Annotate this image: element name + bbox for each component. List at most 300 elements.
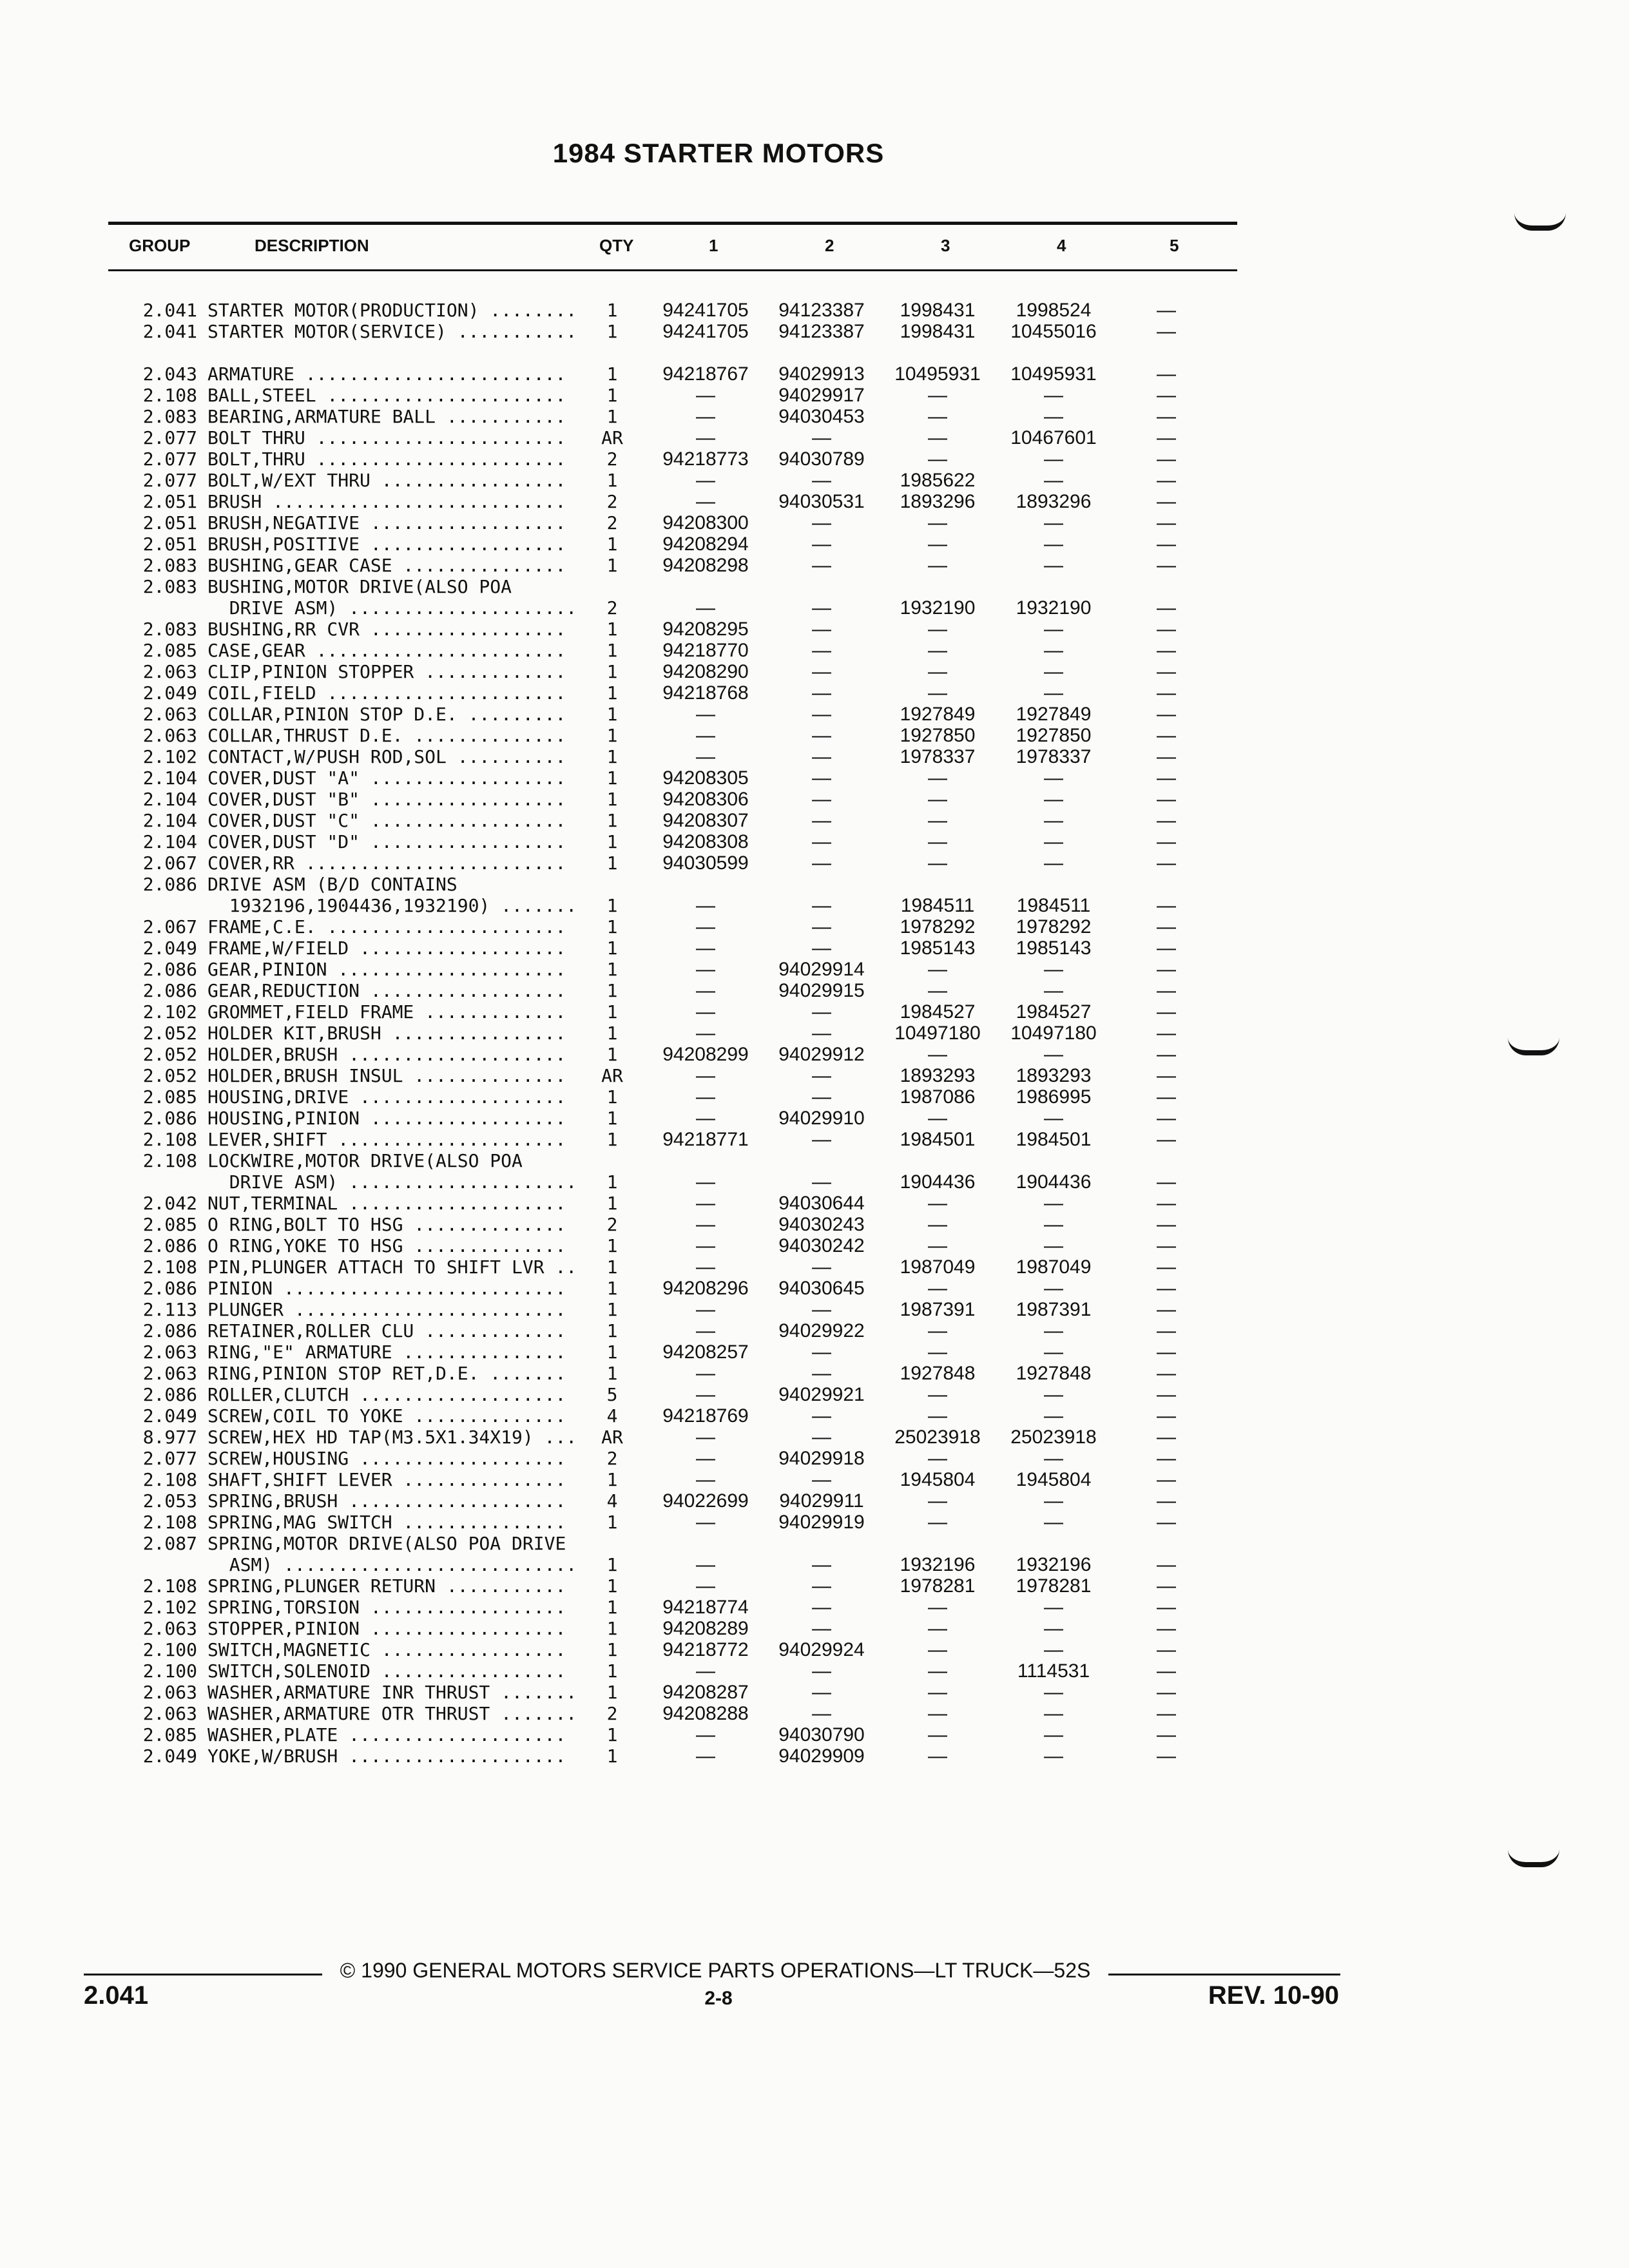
col-5-cell: — [1157,1554,1176,1575]
table-row [0,1235,1629,1256]
col-1-cell: — [696,491,715,512]
table-row [0,512,1629,533]
col-5-cell: — [1157,661,1176,682]
group-cell: 2.063 [142,704,197,725]
col-4-cell: — [1044,831,1063,852]
col-4-cell: 1984527 [1016,1001,1092,1023]
col-4-cell: 10495931 [1010,363,1097,385]
description-cell: ASM) ........................... [207,1554,577,1575]
section-number: 2.041 [84,1981,149,2010]
group-cell: 2.049 [142,1745,197,1767]
group-cell: 2.085 [142,1214,197,1235]
col-4-cell: — [1044,406,1063,427]
description-cell: YOKE,W/BRUSH .................... [207,1745,566,1767]
description-cell: O RING,BOLT TO HSG .............. [207,1214,566,1235]
qty-cell: 1 [606,1129,618,1150]
col-5-cell: — [1157,1597,1176,1618]
col-5-cell: — [1157,1171,1176,1193]
col-3-cell: 1978281 [900,1575,976,1597]
col-3-cell: — [928,1639,947,1660]
col-3-cell: — [928,406,947,427]
col-1-cell: 94208298 [662,555,749,576]
col-4-cell: 1904436 [1016,1171,1092,1193]
col-5-cell: — [1157,1618,1176,1639]
col-4-cell: 1978292 [1016,916,1092,937]
table-row [0,1427,1629,1448]
description-cell: BUSHING,MOTOR DRIVE(ALSO POA [207,576,512,597]
col-1-cell: — [696,725,715,746]
col-5-cell: — [1157,1299,1176,1320]
group-cell: 2.051 [142,491,197,512]
col-3-cell: — [928,1193,947,1214]
col-2-cell: — [812,619,831,640]
group-cell: 2.067 [142,852,197,874]
col-1-cell: — [696,1108,715,1129]
col-3-cell: 1985622 [900,470,976,491]
col-4-cell: 1978337 [1016,746,1092,767]
group-cell: 2.051 [142,533,197,555]
col-2-cell: — [812,1618,831,1639]
qty-cell: 1 [606,789,618,810]
col-1-cell: 94208299 [662,1044,749,1065]
description-cell: SPRING,PLUNGER RETURN ........... [207,1575,566,1597]
group-cell: 2.102 [142,746,197,767]
col-5-cell: — [1157,1256,1176,1278]
col-4-cell: — [1044,1745,1063,1767]
qty-cell: 1 [606,385,618,406]
col-3-cell: — [928,1490,947,1512]
col-1-cell: — [696,704,715,725]
col-5-cell: — [1157,1469,1176,1490]
header-qty: QTY [599,236,634,255]
col-5-cell: — [1157,512,1176,533]
description-cell: COLLAR,THRUST D.E. .............. [207,725,566,746]
qty-cell: 2 [606,597,618,619]
col-1-cell: 94218770 [662,640,749,661]
qty-cell: 1 [606,1235,618,1256]
description-cell: HOLDER,BRUSH INSUL .............. [207,1065,566,1086]
group-cell: 2.077 [142,427,197,448]
group-cell: 2.049 [142,1405,197,1427]
group-cell: 2.102 [142,1597,197,1618]
description-cell: BUSHING,GEAR CASE ............... [207,555,566,576]
col-2-cell: — [812,1086,831,1108]
col-4-cell: 1978281 [1016,1575,1092,1597]
description-cell: DRIVE ASM) ..................... [207,1171,577,1193]
col-3-cell: 1927849 [900,704,976,725]
col-4-cell: — [1044,1682,1063,1703]
col-4-cell: — [1044,682,1063,704]
description-cell: COVER,DUST "C" .................. [207,810,566,831]
group-cell: 2.063 [142,725,197,746]
table-row [0,321,1629,342]
description-cell: SPRING,MOTOR DRIVE(ALSO POA DRIVE [207,1533,566,1554]
table-row [0,1512,1629,1533]
col-4-cell: — [1044,1512,1063,1533]
col-5-cell: — [1157,916,1176,937]
col-5-cell: — [1157,1065,1176,1086]
col-3-cell: — [928,1597,947,1618]
col-3-cell: — [928,1512,947,1533]
col-1-cell: 94218767 [662,363,749,385]
col-1-cell: 94208257 [662,1341,749,1363]
table-row [0,1639,1629,1660]
col-3-cell: — [928,789,947,810]
col-2-cell: — [812,1427,831,1448]
col-4-cell: — [1044,555,1063,576]
page-title: 1984 STARTER MOTORS [552,138,885,168]
group-cell: 2.108 [142,1575,197,1597]
qty-cell: 1 [606,1618,618,1639]
col-3-cell: 1932196 [900,1554,976,1575]
col-5-cell: — [1157,597,1176,619]
col-3-cell: — [928,1660,947,1682]
table-row [0,1533,1629,1554]
description-cell: DRIVE ASM) ..................... [207,597,577,619]
table-row [0,682,1629,704]
col-2-cell: 94030242 [778,1235,865,1256]
qty-cell: 1 [606,1256,618,1278]
col-2-cell: 94030531 [778,491,865,512]
col-1-cell: — [696,597,715,619]
col-2-cell: 94030243 [778,1214,865,1235]
description-cell: BRUSH ........................... [207,491,566,512]
col-3-cell: 10495931 [894,363,981,385]
table-row [0,597,1629,619]
qty-cell: 1 [606,661,618,682]
qty-cell: 5 [606,1384,618,1405]
description-cell: ARMATURE ........................ [207,363,566,385]
col-1-cell: — [696,1512,715,1533]
table-row [0,1150,1629,1171]
binder-hole-mark [1508,1849,1559,1867]
col-3-cell: — [928,512,947,533]
header-col-5: 5 [1170,236,1179,255]
col-3-cell: — [928,1682,947,1703]
col-4-cell: 1893296 [1016,491,1092,512]
col-4-cell: 10497180 [1010,1023,1097,1044]
col-2-cell: 94029909 [778,1745,865,1767]
description-cell: SCREW,COIL TO YOKE .............. [207,1405,566,1427]
qty-cell: 1 [606,555,618,576]
col-2-cell: — [812,1171,831,1193]
table-row [0,1299,1629,1320]
col-1-cell: 94208305 [662,767,749,789]
col-1-cell: — [696,1575,715,1597]
col-3-cell: — [928,852,947,874]
col-3-cell: 1998431 [900,300,976,321]
description-cell: COIL,FIELD ...................... [207,682,566,704]
col-1-cell: 94208287 [662,1682,749,1703]
col-3-cell: 1987049 [900,1256,976,1278]
col-3-cell: 25023918 [894,1427,981,1448]
group-cell: 2.042 [142,1193,197,1214]
qty-cell: 1 [606,937,618,959]
page-number: 2-8 [704,1988,733,2009]
col-2-cell: — [812,661,831,682]
col-1-cell: — [696,1363,715,1384]
col-5-cell: — [1157,767,1176,789]
col-3-cell: — [928,533,947,555]
col-2-cell: — [812,682,831,704]
col-4-cell: — [1044,448,1063,470]
description-cell: GEAR,REDUCTION .................. [207,980,566,1001]
table-row [0,555,1629,576]
col-2-cell: — [812,427,831,448]
col-1-cell: — [696,980,715,1001]
col-5-cell: — [1157,1575,1176,1597]
table-row [0,831,1629,852]
col-4-cell: — [1044,852,1063,874]
group-cell: 2.052 [142,1044,197,1065]
col-4-cell: 10455016 [1010,321,1097,342]
col-2-cell: 94029912 [778,1044,865,1065]
description-cell: SCREW,HEX HD TAP(M3.5X1.34X19) ... [207,1427,577,1448]
table-row [0,300,1629,321]
col-3-cell: — [928,1278,947,1299]
col-3-cell: — [928,959,947,980]
table-row [0,1597,1629,1618]
footer-rule-right [1108,1974,1340,1975]
col-4-cell: — [1044,810,1063,831]
group-cell: 2.104 [142,767,197,789]
table-row [0,704,1629,725]
table-row [0,1724,1629,1745]
qty-cell: 1 [606,895,618,916]
col-2-cell: 94030644 [778,1193,865,1214]
description-cell: PINION .......................... [207,1278,566,1299]
group-cell: 2.104 [142,789,197,810]
copyright-notice: © 1990 GENERAL MOTORS SERVICE PARTS OPERATIONS—LT TRUCK—52S [340,1959,1091,1982]
group-cell: 2.087 [142,1533,197,1554]
col-1-cell: — [696,427,715,448]
col-1-cell: 94218771 [662,1129,749,1150]
col-2-cell: — [812,1682,831,1703]
table-row [0,1341,1629,1363]
col-5-cell: — [1157,300,1176,321]
qty-cell: 1 [606,1639,618,1660]
table-row [0,385,1629,406]
col-4-cell: — [1044,1490,1063,1512]
group-cell: 2.086 [142,980,197,1001]
col-1-cell: 94208307 [662,810,749,831]
table-row [0,1405,1629,1427]
col-3-cell: 1945804 [900,1469,976,1490]
group-cell: 2.086 [142,874,197,895]
col-5-cell: — [1157,555,1176,576]
col-5-cell: — [1157,1129,1176,1150]
col-4-cell: 1986995 [1016,1086,1092,1108]
col-1-cell: — [696,1193,715,1214]
col-3-cell: — [928,1341,947,1363]
col-3-cell: 1984527 [900,1001,976,1023]
description-cell: CONTACT,W/PUSH ROD,SOL .......... [207,746,566,767]
col-5-cell: — [1157,1724,1176,1745]
col-3-cell: 1978337 [900,746,976,767]
col-1-cell: — [696,1724,715,1745]
table-row [0,406,1629,427]
col-4-cell: — [1044,661,1063,682]
col-2-cell: — [812,597,831,619]
qty-cell: 2 [606,1703,618,1724]
col-4-cell: — [1044,533,1063,555]
col-3-cell: — [928,555,947,576]
col-5-cell: — [1157,1512,1176,1533]
col-3-cell: — [928,810,947,831]
description-cell: BOLT,THRU ....................... [207,448,566,470]
col-5-cell: — [1157,1639,1176,1660]
table-row [0,1554,1629,1575]
col-4-cell: — [1044,1448,1063,1469]
description-cell: COVER,DUST "A" .................. [207,767,566,789]
col-2-cell: — [812,789,831,810]
qty-cell: 4 [606,1405,618,1427]
col-5-cell: — [1157,852,1176,874]
description-cell: FRAME,C.E. ...................... [207,916,566,937]
col-1-cell: — [696,1554,715,1575]
table-row [0,916,1629,937]
qty-cell: 1 [606,1299,618,1320]
group-cell: 2.049 [142,937,197,959]
group-cell: 2.086 [142,1108,197,1129]
col-1-cell: — [696,746,715,767]
col-2-cell: — [812,1405,831,1427]
description-cell: HOLDER,BRUSH .................... [207,1044,566,1065]
col-4-cell: 1927850 [1016,725,1092,746]
table-row [0,1108,1629,1129]
table-row [0,767,1629,789]
qty-cell: 1 [606,1320,618,1341]
col-4-cell: — [1044,1193,1063,1214]
table-row [0,1001,1629,1023]
group-cell: 2.086 [142,1278,197,1299]
col-3-cell: 10497180 [894,1023,981,1044]
description-cell: WASHER,ARMATURE INR THRUST ....... [207,1682,577,1703]
group-cell: 2.053 [142,1490,197,1512]
description-cell: O RING,YOKE TO HSG .............. [207,1235,566,1256]
col-5-cell: — [1157,1341,1176,1363]
col-1-cell: 94022699 [662,1490,749,1512]
col-1-cell: 94208295 [662,619,749,640]
col-1-cell: 94218768 [662,682,749,704]
header-col-4: 4 [1057,236,1066,255]
col-4-cell: 1985143 [1016,937,1092,959]
col-3-cell: — [928,640,947,661]
col-1-cell: — [696,1086,715,1108]
table-row [0,1320,1629,1341]
table-row [0,1256,1629,1278]
table-row [0,1065,1629,1086]
col-5-cell: — [1157,1214,1176,1235]
table-row [0,1660,1629,1682]
col-5-cell: — [1157,1745,1176,1767]
table-row [0,1171,1629,1193]
description-cell: ROLLER,CLUTCH ................... [207,1384,566,1405]
col-4-cell: — [1044,619,1063,640]
col-4-cell: 1984511 [1016,895,1091,916]
table-row [0,725,1629,746]
description-cell: STARTER MOTOR(SERVICE) ........... [207,321,577,342]
description-cell: SWITCH,MAGNETIC ................. [207,1639,566,1660]
col-1-cell: — [696,937,715,959]
description-cell: STARTER MOTOR(PRODUCTION) ........ [207,300,577,321]
qty-cell: 1 [606,1575,618,1597]
col-5-cell: — [1157,491,1176,512]
col-1-cell: 94208288 [662,1703,749,1724]
qty-cell: 4 [606,1490,618,1512]
description-cell: SPRING,BRUSH .................... [207,1490,566,1512]
qty-cell: 1 [606,831,618,852]
col-2-cell: — [812,1469,831,1490]
col-5-cell: — [1157,937,1176,959]
table-row [0,1575,1629,1597]
group-cell: 2.108 [142,385,197,406]
group-cell: 2.063 [142,1341,197,1363]
qty-cell: 1 [606,916,618,937]
group-cell: 2.085 [142,1086,197,1108]
col-2-cell: — [812,1256,831,1278]
col-1-cell: — [696,1065,715,1086]
col-3-cell: — [928,1405,947,1427]
qty-cell: 1 [606,1682,618,1703]
col-4-cell: — [1044,1405,1063,1427]
description-cell: CLIP,PINION STOPPER ............. [207,661,566,682]
table-row [0,746,1629,767]
qty-cell: 1 [606,1554,618,1575]
col-1-cell: — [696,1384,715,1405]
col-4-cell: 1987391 [1016,1299,1092,1320]
table-row [0,895,1629,916]
description-cell: BUSHING,RR CVR .................. [207,619,566,640]
group-cell: 2.077 [142,448,197,470]
col-3-cell: — [928,1745,947,1767]
group-cell: 2.086 [142,1320,197,1341]
col-1-cell: 94241705 [662,321,749,342]
col-4-cell: — [1044,1384,1063,1405]
table-row [0,959,1629,980]
col-3-cell: — [928,1320,947,1341]
col-4-cell: — [1044,959,1063,980]
qty-cell: 1 [606,1108,618,1129]
description-cell: RING,PINION STOP RET,D.E. ....... [207,1363,566,1384]
binder-hole-mark [1514,213,1566,231]
table-row [0,661,1629,682]
description-cell: 1932196,1904436,1932190) ....... [207,895,577,916]
col-2-cell: 94029921 [778,1384,865,1405]
col-5-cell: — [1157,1363,1176,1384]
col-1-cell: — [696,1299,715,1320]
group-cell: 2.102 [142,1001,197,1023]
col-2-cell: — [812,1129,831,1150]
qty-cell: 1 [606,1193,618,1214]
col-1-cell: 94208290 [662,661,749,682]
col-2-cell: — [812,1597,831,1618]
table-row [0,980,1629,1001]
col-5-cell: — [1157,1682,1176,1703]
description-cell: PLUNGER ......................... [207,1299,566,1320]
description-cell: COVER,DUST "D" .................. [207,831,566,852]
col-5-cell: — [1157,1086,1176,1108]
col-1-cell: — [696,1235,715,1256]
table-row [0,789,1629,810]
description-cell: LEVER,SHIFT ..................... [207,1129,566,1150]
col-1-cell: 94218772 [662,1639,749,1660]
col-3-cell: 1984511 [900,895,975,916]
col-3-cell: — [928,1384,947,1405]
col-5-cell: — [1157,1490,1176,1512]
col-5-cell: — [1157,1278,1176,1299]
col-5-cell: — [1157,1023,1176,1044]
